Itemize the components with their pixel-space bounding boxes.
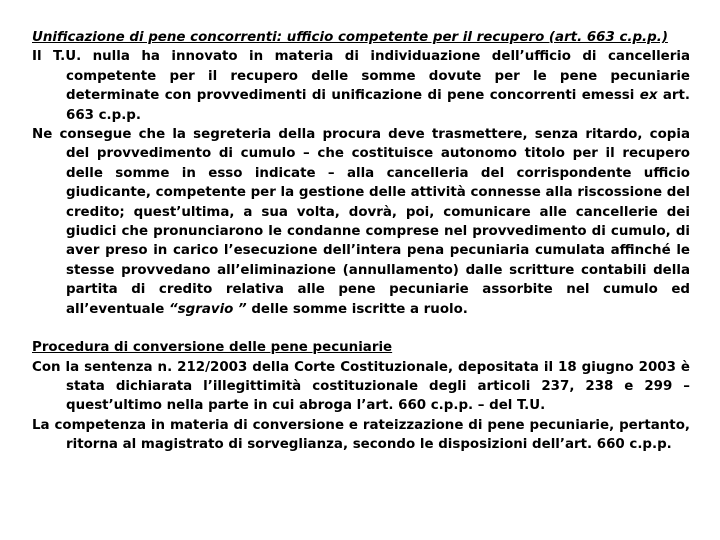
paragraph-tu-ufficio xyxy=(32,47,690,125)
paragraph-sentenza: Con la sentenza n. 212/2003 della Corte Costituzionale, depositata il 18 giugno 2003 è stata dichiarata l’illegittimità costituzionale degli articoli 237, 238 e 299 – quest’ultimo nella parte in cui abroga l’art. 660 c.p.p. – del T.U. xyxy=(32,359,690,414)
paragraph-text: art. 663 c.p.p. xyxy=(66,88,690,123)
paragraph-text: Ne consegue che la segreteria della procura deve trasmettere, senza ritardo, copia del provvedimento di cumulo – che costituisce autonomo titolo per il recupero delle somme in esso indicate – alla cancelleria del corrispondente ufficio giudicante, competente per la gestione delle attività connesse alla riscossione del credito; quest’ultima, a sua volta, dovrà, poi, comunicare alle cancellerie dei giudici che pronunciarono le condanne comprese nel provvedimento di cumulo, di aver preso in carico l’esecuzione dell’intera pena pecuniaria cumulata affinché le stesse provvedano all’eliminazione (annullamento) dalle scritture contabili della partita di credito relativa alle pene pecuniarie assorbite nel cumulo ed all’eventuale xyxy=(32,127,690,317)
section-heading-conversione: Procedura di conversione delle pene pecuniarie xyxy=(32,340,393,356)
paragraph-segreteria-procura xyxy=(32,125,690,319)
paragraph-text: Il T.U. nulla ha innovato in materia di individuazione dell’ufficio di cancelleria competente per il recupero delle somme dovute per le pene pecuniarie determinate con provvedimenti di unificazione di pene concorrenti emessi xyxy=(32,49,690,104)
emphasis-ex: ex xyxy=(639,88,658,104)
document-page xyxy=(32,28,690,455)
paragraph-competenza: La competenza in materia di conversione e rateizzazione di pene pecuniarie, pertanto, ritorna al magistrato di sorveglianza, secondo le disposizioni dell’art. 660 c.p.p. xyxy=(32,417,690,453)
section-heading-unificazione: Unificazione di pene concorrenti: ufficio competente per il recupero (art. 663 c.p.p.) xyxy=(32,30,668,45)
section-spacer xyxy=(32,319,690,338)
emphasis-sgravio: “sgravio ” xyxy=(169,301,247,317)
paragraph-text: delle somme iscritte a ruolo. xyxy=(246,301,468,317)
